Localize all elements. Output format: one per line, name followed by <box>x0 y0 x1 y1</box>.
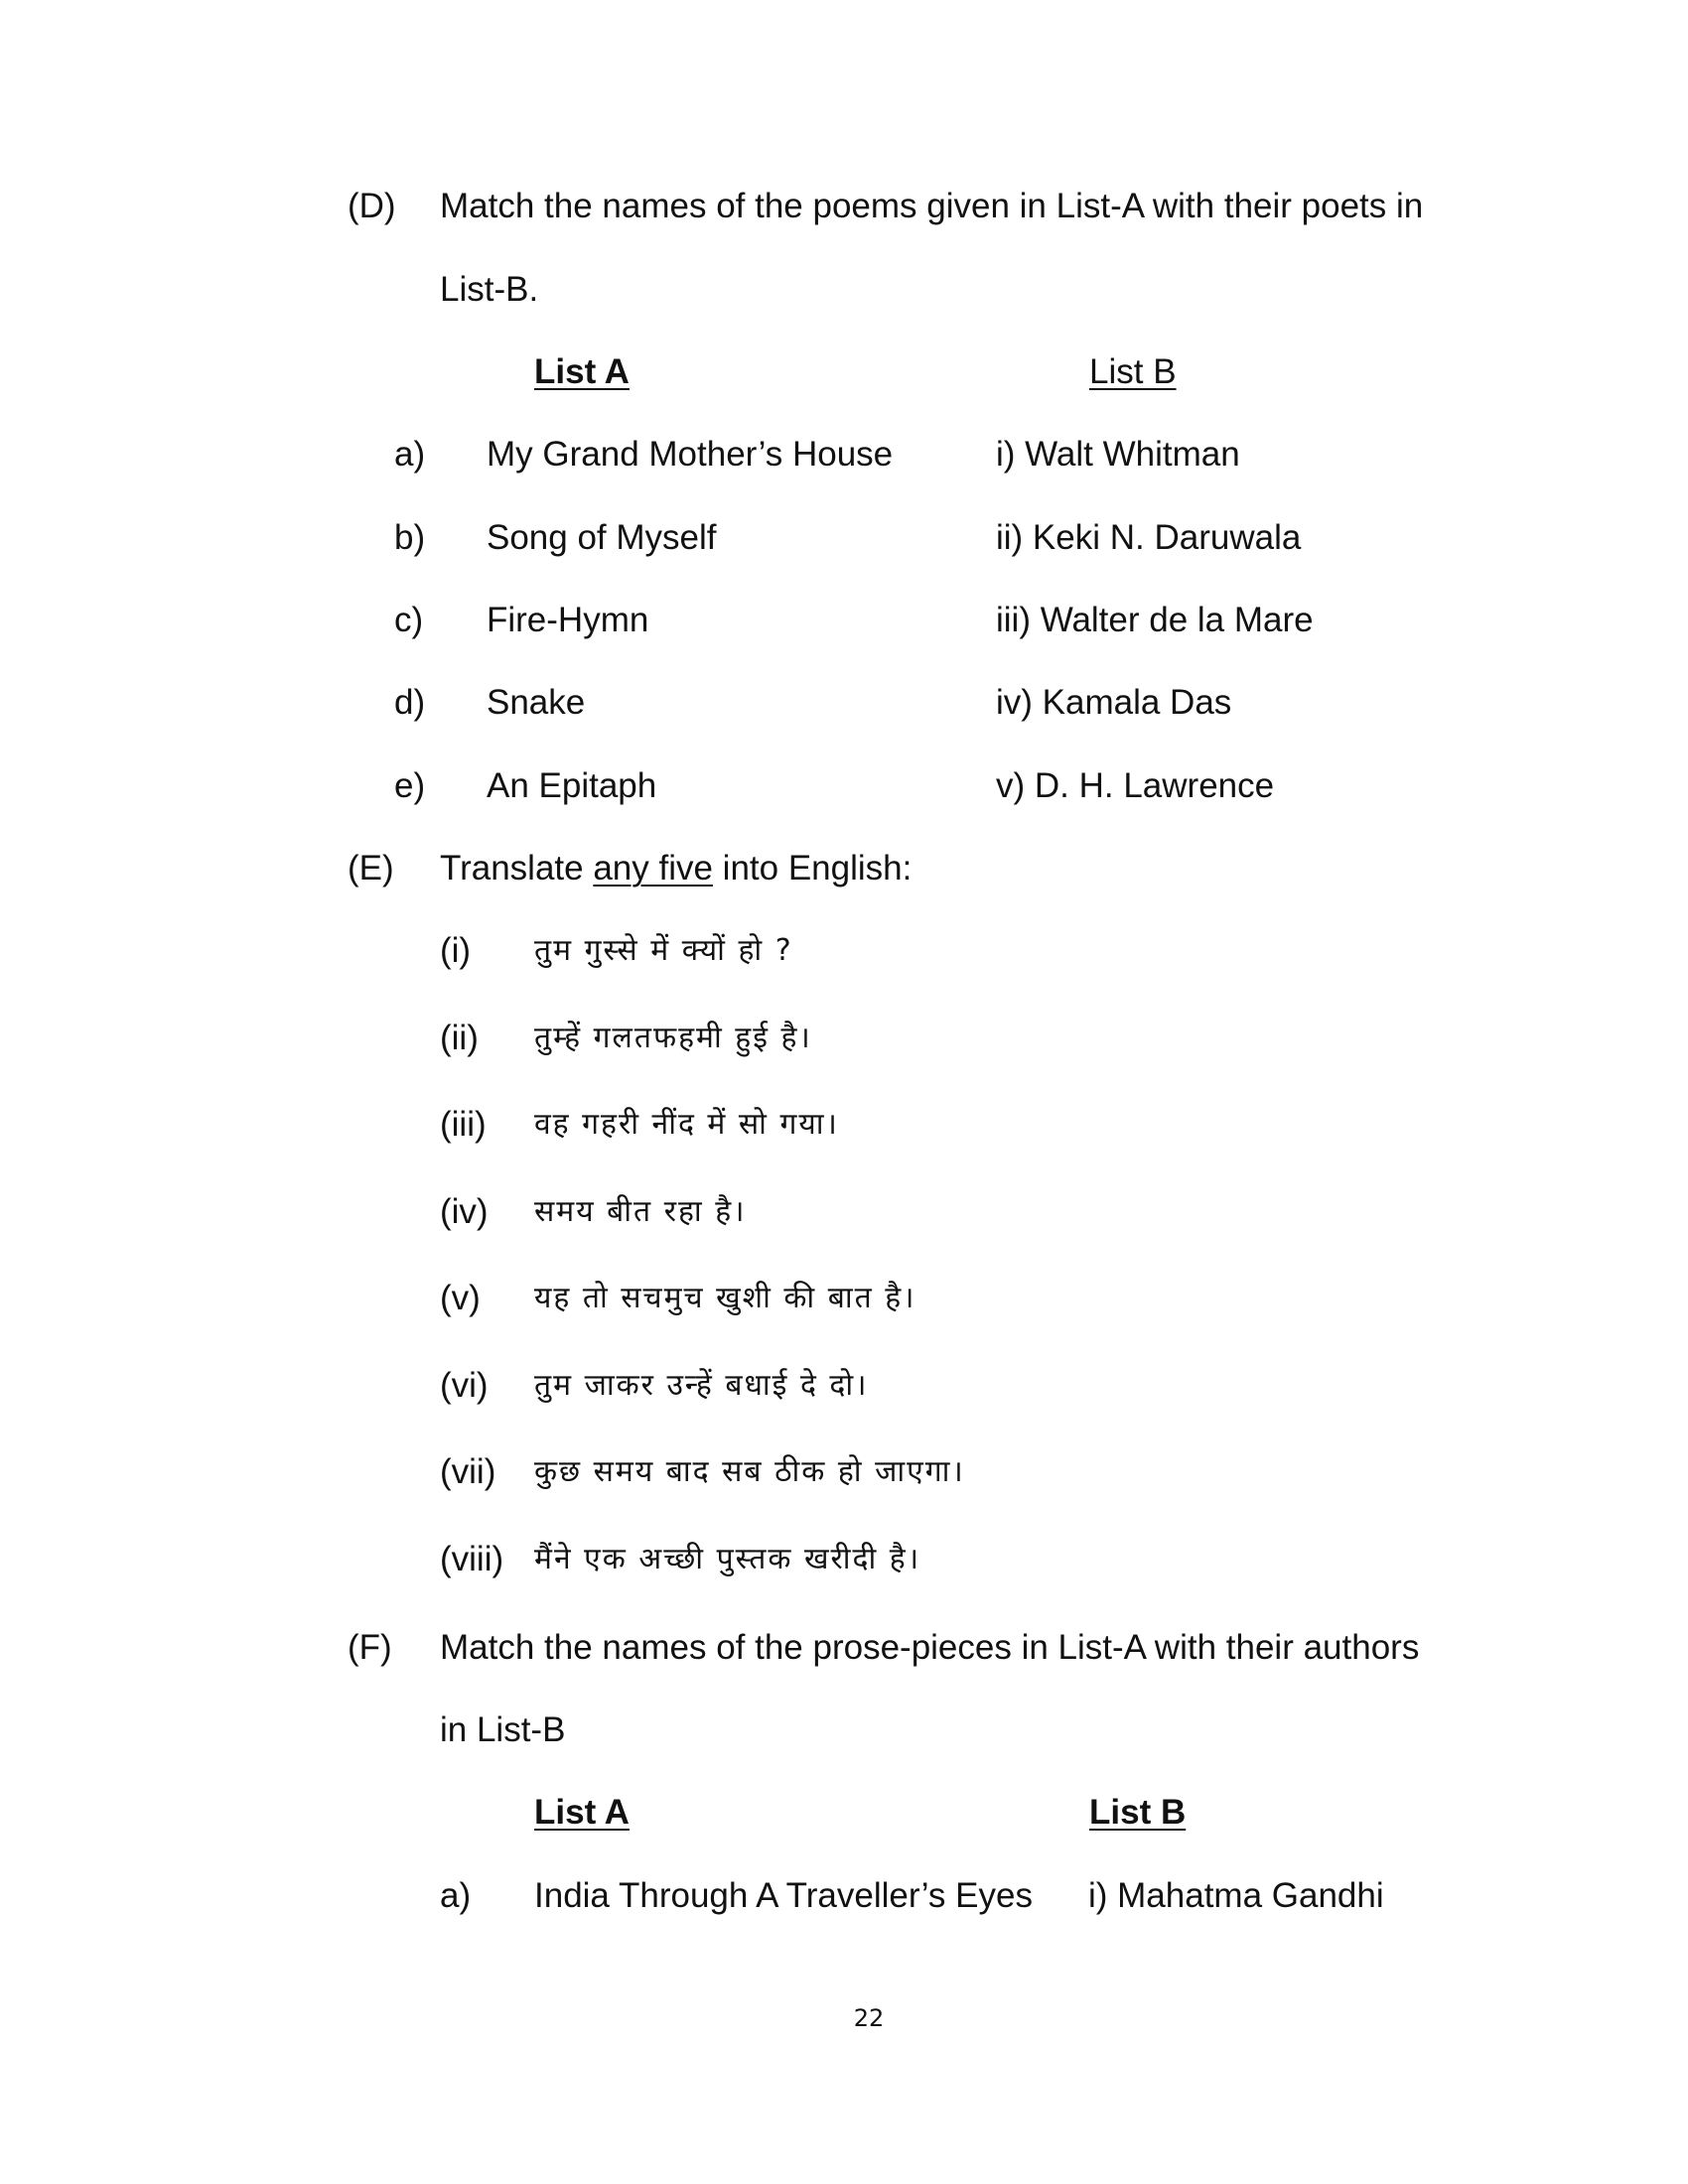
section-f-label: (F) <box>348 1628 392 1667</box>
list-item: ii) Keki N. Daruwala <box>996 518 1302 557</box>
hindi-sentence: समय बीत रहा है। <box>534 1194 747 1229</box>
section-f-instruction-line2: in List-B <box>440 1710 566 1749</box>
hindi-sentence: यह तो सचमुच खुशी की बात है। <box>534 1281 916 1315</box>
sentence-marker: (ii) <box>440 1019 479 1057</box>
list-item-marker: a) <box>394 435 426 474</box>
list-item-marker: d) <box>394 683 426 722</box>
section-d-list-a-header: List A <box>534 352 630 391</box>
sentence-marker: (iii) <box>440 1105 487 1144</box>
section-d-list-b-header: List B <box>1089 352 1177 391</box>
list-item: My Grand Mother’s House <box>487 435 894 474</box>
section-d-instruction-line2: List-B. <box>440 270 539 309</box>
list-item-marker: e) <box>394 766 426 805</box>
list-item-marker: b) <box>394 518 426 557</box>
hindi-sentence: तुम्हें गलतफहमी हुई है। <box>534 1021 812 1055</box>
list-item: Song of Myself <box>487 518 717 557</box>
sentence-marker: (vi) <box>440 1366 489 1405</box>
section-e-instruction <box>440 847 912 890</box>
list-item: v) D. H. Lawrence <box>996 766 1275 805</box>
section-f-instruction-line1: Match the names of the prose-pieces in List-A with their authors <box>440 1628 1420 1667</box>
hindi-sentence: कुछ समय बाद सब ठीक हो जाएगा। <box>534 1454 965 1489</box>
section-f-list-a-header: List A <box>534 1793 630 1832</box>
list-item: iv) Kamala Das <box>996 683 1232 722</box>
sentence-marker: (i) <box>440 931 472 970</box>
list-item: India Through A Traveller’s Eyes <box>534 1876 1033 1915</box>
hindi-sentence: वह गहरी नींद में सो गया। <box>534 1107 839 1142</box>
list-item: Snake <box>487 683 586 722</box>
instruction-emphasis: any five <box>593 849 713 887</box>
section-d-label: (D) <box>348 187 396 225</box>
section-d-instruction-line1: Match the names of the poems given in List-A with their poets in <box>440 187 1424 225</box>
instruction-post: into English: <box>712 849 913 887</box>
sentence-marker: (vii) <box>440 1452 496 1491</box>
hindi-sentence: तुम गुस्से में क्यों हो ? <box>534 933 793 968</box>
section-e-label: (E) <box>348 849 394 887</box>
list-item: i) Walt Whitman <box>996 435 1240 474</box>
list-item: An Epitaph <box>487 766 657 805</box>
sentence-marker: (v) <box>440 1279 481 1317</box>
page-number: 22 <box>853 2004 885 2032</box>
list-item-marker: a) <box>440 1876 472 1915</box>
sentence-marker: (viii) <box>440 1540 504 1578</box>
list-item-marker: c) <box>394 601 424 639</box>
list-item: iii) Walter de la Mare <box>996 601 1314 639</box>
list-item: i) Mahatma Gandhi <box>1088 1876 1384 1915</box>
list-item: Fire-Hymn <box>487 601 649 639</box>
hindi-sentence: मैंने एक अच्छी पुस्तक खरीदी है। <box>534 1542 921 1576</box>
instruction-pre: Translate <box>440 849 594 887</box>
sentence-marker: (iv) <box>440 1192 489 1231</box>
hindi-sentence: तुम जाकर उन्हें बधाई दे दो। <box>534 1368 869 1403</box>
section-f-list-b-header: List B <box>1089 1793 1187 1832</box>
